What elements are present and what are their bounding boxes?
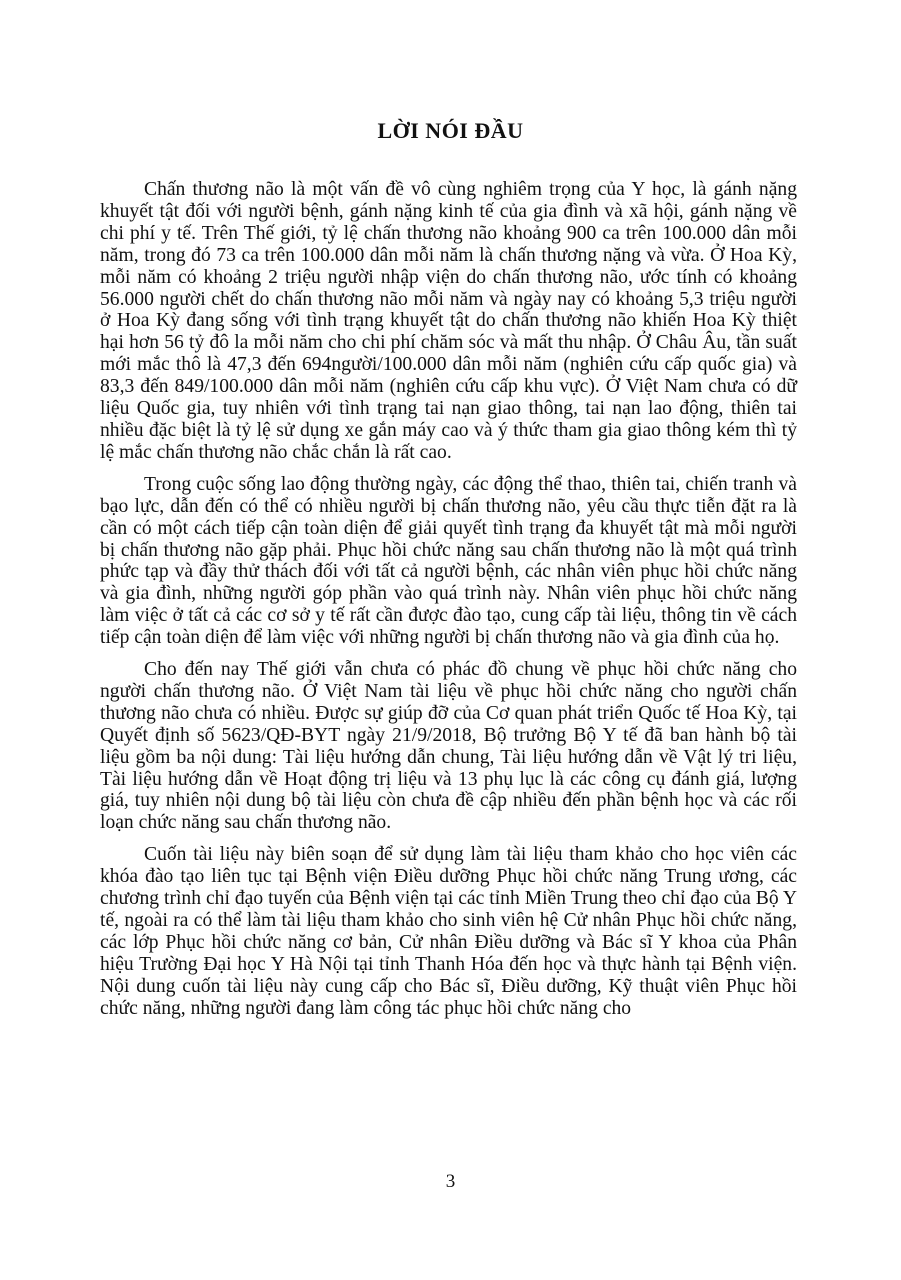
paragraph-1: Chấn thương não là một vấn đề vô cùng nghiêm trọng của Y học, là gánh nặng khuyết tật đối với người bệnh, gánh nặng kinh tế của gia đình và xã hội, gánh nặng về chi phí y tế. Trên Thế giới, tỷ lệ chấn thương não khoảng 900 ca trên 100.000 dân mỗi năm, trong đó 73 ca trên 100.000 dân mỗi năm là chấn thương nặng và vừa. Ở Hoa Kỳ, mỗi năm có khoảng 2 triệu người nhập viện do chấn thương não, ước tính có khoảng 56.000 người chết do chấn thương não mỗi năm và ngày nay có khoảng 5,3 triệu người ở Hoa Kỳ đang sống với tình trạng khuyết tật do chấn thương não khiến Hoa Kỳ thiệt hại hơn 56 tỷ đô la mỗi năm cho chi phí chăm sóc và mất thu nhập. Ở Châu Âu, tần suất mới mắc thô là 47,3 đến 694người/100.000 dân mỗi năm (nghiên cứu cấp quốc gia) và 83,3 đến 849/100.000 dân mỗi năm (nghiên cứu cấp khu vực). Ở Việt Nam chưa có dữ liệu Quốc gia, tuy nhiên với tình trạng tai nạn giao thông, tai nạn lao động, thiên tai nhiều đặc biệt là tỷ lệ sử dụng xe gắn máy cao và ý thức tham gia giao thông kém thì tỷ lệ mắc chấn thương não chắc chắn là rất cao. bbox=[100, 179, 797, 463]
paragraph-2: Trong cuộc sống lao động thường ngày, các động thể thao, thiên tai, chiến tranh và bạo lực, dẫn đến có thể có nhiều người bị chấn thương não, yêu cầu thực tiễn đặt ra là cần có một cách tiếp cận toàn diện để giải quyết tình trạng đa khuyết tật mà mỗi người bị chấn thương não gặp phải. Phục hồi chức năng sau chấn thương não là một quá trình phức tạp và đầy thử thách đối với tất cả người bệnh, các nhân viên phục hồi chức năng và gia đình, những người góp phần vào quá trình này. Nhân viên phục hồi chức năng làm việc ở tất cả các cơ sở y tế rất cần được đào tạo, cung cấp tài liệu, thông tin về cách tiếp cận toàn diện để làm việc với những người bị chấn thương não và gia đình của họ. bbox=[100, 473, 797, 649]
paragraph-4: Cuốn tài liệu này biên soạn để sử dụng làm tài liệu tham khảo cho học viên các khóa đào tạo liên tục tại Bệnh viện Điều dưỡng Phục hồi chức năng Trung ương, các chương trình chỉ đạo tuyến của Bệnh viện tại các tỉnh Miền Trung theo chỉ đạo của Bộ Y tế, ngoài ra có thể làm tài liệu tham khảo cho sinh viên hệ Cử nhân Phục hồi chức năng, các lớp Phục hồi chức năng cơ bản, Cử nhân Điều dưỡng và Bác sĩ Y khoa của Phân hiệu Trường Đại học Y Hà Nội tại tỉnh Thanh Hóa đến học và thực hành tại Bệnh viện. Nội dung cuốn tài liệu này cung cấp cho Bác sĩ, Điều dưỡng, Kỹ thuật viên Phục hồi chức năng, những người đang làm công tác phục hồi chức năng cho bbox=[100, 844, 797, 1019]
paragraph-3: Cho đến nay Thế giới vẫn chưa có phác đồ chung về phục hồi chức năng cho người chấn thương não. Ở Việt Nam tài liệu về phục hồi chức năng cho người chấn thương não chưa có nhiều. Được sự giúp đỡ của Cơ quan phát triển Quốc tế Hoa Kỳ, tại Quyết định số 5623/QĐ-BYT ngày 21/9/2018, Bộ trưởng Bộ Y tế đã ban hành bộ tài liệu gồm ba nội dung: Tài liệu hướng dẫn chung, Tài liệu hướng dẫn về Vật lý tri liệu, Tài liệu hướng dẫn về Hoạt động trị liệu và 13 phụ lục là các công cụ đánh giá, lượng giá, tuy nhiên nội dung bộ tài liệu còn chưa đề cập nhiều đến phần bệnh học và các rối loạn chức năng sau chấn thương não. bbox=[100, 659, 797, 834]
document-body bbox=[100, 179, 797, 1030]
page-title: LỜI NÓI ĐẦU bbox=[377, 118, 524, 143]
page-number: 3 bbox=[445, 1171, 456, 1192]
